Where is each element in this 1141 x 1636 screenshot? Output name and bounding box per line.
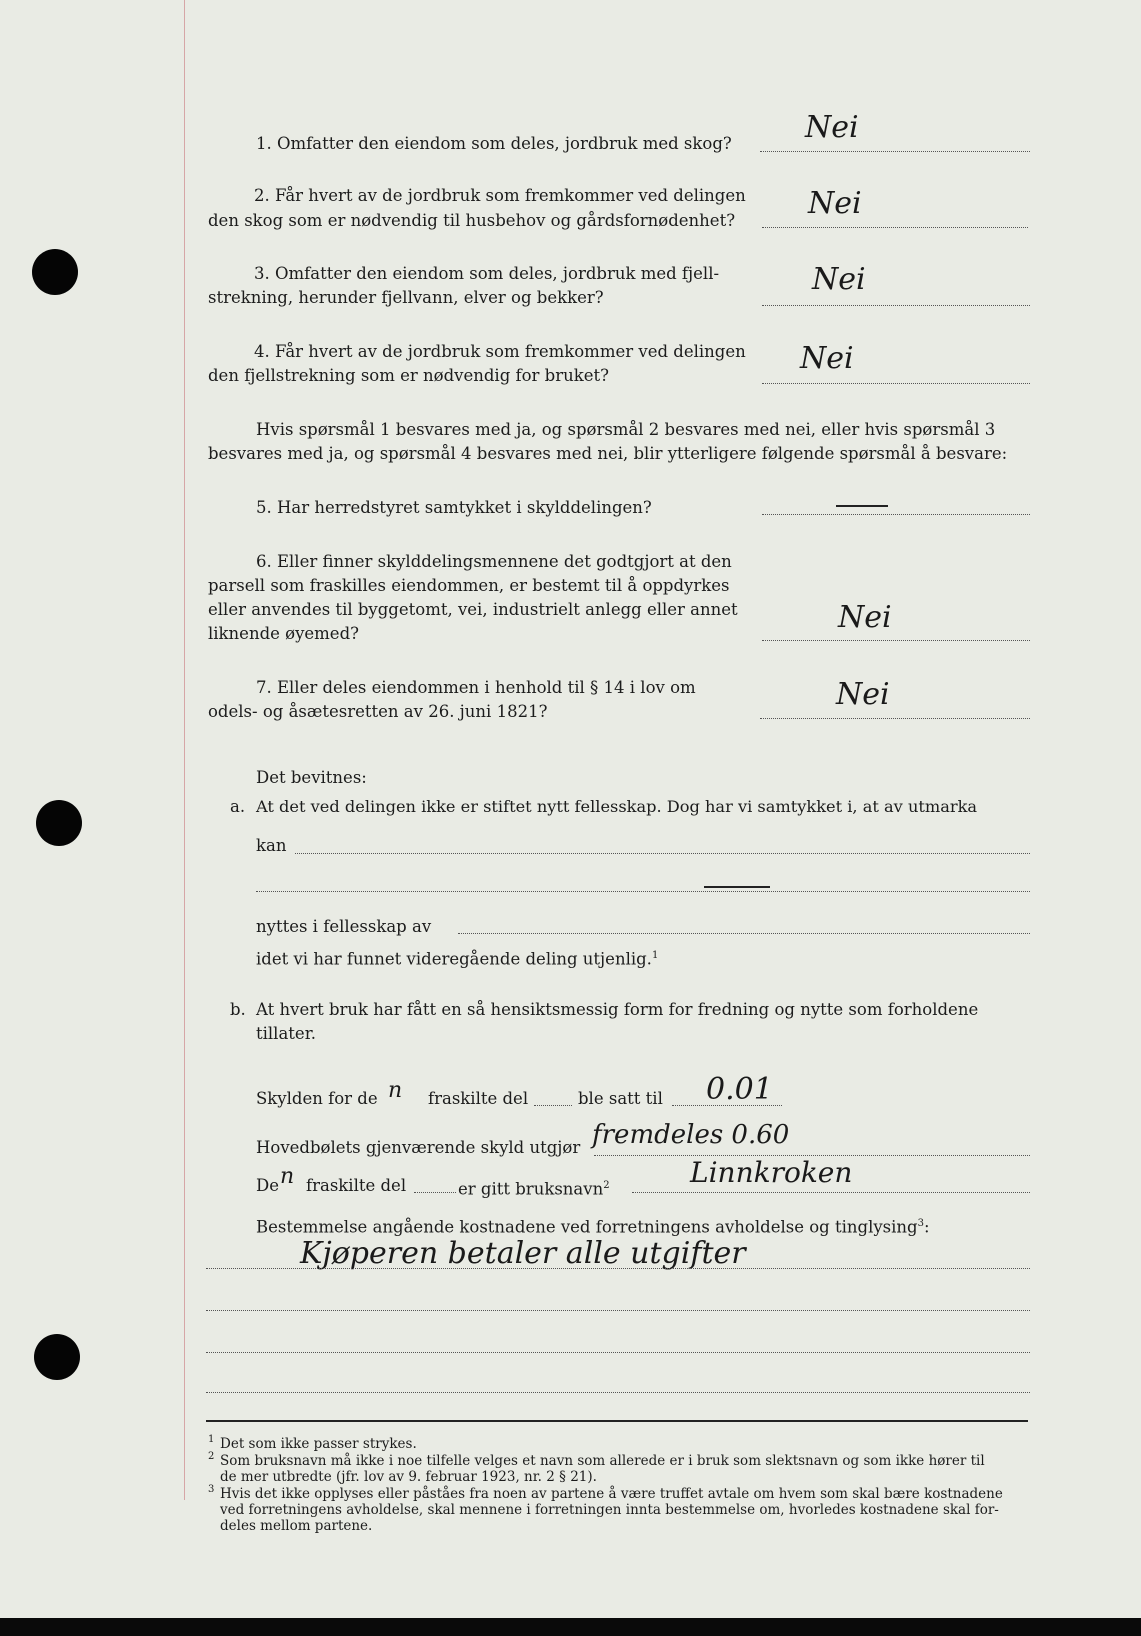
answer-line-4 [762, 383, 1030, 384]
answer-line-3 [762, 305, 1030, 306]
cost-line-4 [206, 1392, 1030, 1393]
question-3-line-2: strekning, herunder fjellvann, elver og bekker? [208, 288, 604, 307]
answer-line-2 [762, 227, 1028, 228]
answer-line-7 [760, 718, 1030, 719]
skyld-label-3b: fraskilte del [306, 1176, 407, 1195]
answer-6: Nei [838, 600, 892, 635]
question-2-line-1: 2. Får hvert av de jordbruk som fremkommer ved delingen [254, 186, 746, 205]
punch-hole-top [32, 249, 78, 295]
footnote-rule [206, 1420, 1028, 1422]
cost-line-1 [206, 1268, 1030, 1269]
footnote-3-line-3: deles mellom partene. [220, 1518, 373, 1534]
kan-line [295, 853, 1030, 854]
question-7-line-1: 7. Eller deles eiendommen i henhold til § 14 i lov om [256, 678, 696, 697]
skyld-hw-n-1: n [388, 1078, 403, 1103]
certify-b-marker: b. [230, 1000, 246, 1019]
footnote-2-number: 2 [208, 1451, 215, 1462]
skyld-hw-n-2: n [280, 1164, 295, 1189]
kan-dash [704, 886, 770, 888]
skyld-label-2: Hovedbølets gjenværende skyld utgjør [256, 1138, 581, 1157]
skyld-value-2: fremdeles 0.60 [592, 1120, 790, 1150]
skyld-label-1a: Skylden for de [256, 1089, 378, 1108]
skyld-value-4: Kjøperen betaler alle utgifter [300, 1236, 746, 1271]
cost-line-2 [206, 1310, 1030, 1311]
question-7-line-2: odels- og åsætesretten av 26. juni 1821? [208, 702, 548, 721]
intro-line-2: besvares med ja, og spørsmål 4 besvares med nei, blir ytterligere følgende spørsmål å besvare: [208, 444, 1008, 463]
skyld-del-line-2 [414, 1192, 456, 1193]
question-1: 1. Omfatter den eiendom som deles, jordbruk med skog? [256, 134, 732, 153]
footnote-2-line-1: Som bruksnavn må ikke i noe tilfelle velges et navn som allerede er i bruk som slektsnavn og som ikke hører til [220, 1453, 985, 1469]
question-6-line-1: 6. Eller finner skylddelingsmennene det godtgjort at den [256, 552, 732, 571]
answer-line-6 [762, 640, 1030, 641]
answer-line-5 [762, 514, 1030, 515]
footnote-ref-1: 1 [651, 950, 659, 961]
footnote-ref-3: 3 [917, 1218, 924, 1229]
skyld-label-3a: De [256, 1176, 279, 1195]
certify-idet-text: idet vi har funnet videregående deling utjenlig. [256, 949, 652, 969]
answer-2: Nei [808, 186, 862, 221]
certify-idet [256, 946, 658, 970]
skyld-label-1c: ble satt til [578, 1089, 663, 1108]
footnote-2-line-2: de mer utbredte (jfr. lov av 9. februar 1923, nr. 2 § 21). [220, 1469, 597, 1485]
answer-1: Nei [805, 110, 859, 145]
skyld-del-line [534, 1105, 572, 1106]
skyld-label-4-colon: : [923, 1217, 930, 1237]
certify-a-marker: a. [230, 797, 246, 816]
question-5: 5. Har herredstyret samtykket i skylddelingen? [256, 498, 652, 517]
punch-hole-middle [36, 800, 82, 846]
nyttes-line [458, 933, 1030, 934]
skyld-label-3c-text: er gitt bruksnavn [458, 1179, 604, 1199]
certify-nyttes: nyttes i fellesskap av [256, 917, 432, 936]
footnote-3-number: 3 [208, 1484, 215, 1495]
intro-line-1: Hvis spørsmål 1 besvares med ja, og spørsmål 2 besvares med nei, eller hvis spørsmål 3 [256, 420, 996, 439]
question-6-line-4: liknende øyemed? [208, 624, 359, 643]
question-6-line-2: parsell som fraskilles eiendommen, er bestemt til å oppdyrkes [208, 576, 730, 595]
footnote-3-line-2: ved forretningens avholdelse, skal mennene i forretningen innta bestemmelse om, hvorledes kostnadene skal for- [220, 1502, 999, 1518]
question-6-line-3: eller anvendes til byggetomt, vei, industrielt anlegg eller annet [208, 600, 738, 619]
punch-hole-bottom [34, 1334, 80, 1380]
certify-kan: kan [256, 836, 287, 855]
footnote-ref-2: 2 [603, 1180, 610, 1191]
footnote-1: Det som ikke passer strykes. [220, 1436, 417, 1452]
answer-3: Nei [812, 262, 866, 297]
footnote-1-number: 1 [208, 1434, 215, 1445]
skyld-value-1: 0.01 [706, 1072, 773, 1107]
skyld-label-3c [458, 1176, 610, 1200]
scan-bottom-edge [0, 1618, 1141, 1636]
cost-line-3 [206, 1352, 1030, 1353]
skyld-label-4 [256, 1214, 930, 1238]
question-4-line-1: 4. Får hvert av de jordbruk som fremkommer ved delingen [254, 342, 746, 361]
answer-line-1 [760, 151, 1030, 152]
answer-5-dash [836, 505, 888, 507]
skyld-label-1b: fraskilte del [428, 1089, 529, 1108]
skyld-label-4-text: Bestemmelse angående kostnadene ved forretningens avholdelse og tinglysing [256, 1217, 918, 1237]
answer-4: Nei [800, 341, 854, 376]
footnote-3-line-1: Hvis det ikke opplyses eller påståes fra noen av partene å være truffet avtale om hvem som skal bære kostnadene [220, 1486, 1003, 1502]
answer-7: Nei [836, 677, 890, 712]
certify-heading: Det bevitnes: [256, 768, 367, 787]
certify-a-text: At det ved delingen ikke er stiftet nytt fellesskap. Dog har vi samtykket i, at av utmarka [256, 797, 978, 816]
certify-b-line-2: tillater. [256, 1024, 317, 1043]
kan-line-2 [256, 891, 1030, 892]
question-2-line-2: den skog som er nødvendig til husbehov og gårdsfornødenhet? [208, 211, 736, 230]
skyld-value-3: Linnkroken [690, 1156, 853, 1189]
skyld-value-line-3 [632, 1192, 1030, 1193]
question-4-line-2: den fjellstrekning som er nødvendig for bruket? [208, 366, 609, 385]
margin-line [184, 0, 185, 1500]
question-3-line-1: 3. Omfatter den eiendom som deles, jordbruk med fjell- [254, 264, 720, 283]
certify-b-line-1: At hvert bruk har fått en så hensiktsmessig form for fredning og nytte som forholdene [256, 1000, 979, 1019]
